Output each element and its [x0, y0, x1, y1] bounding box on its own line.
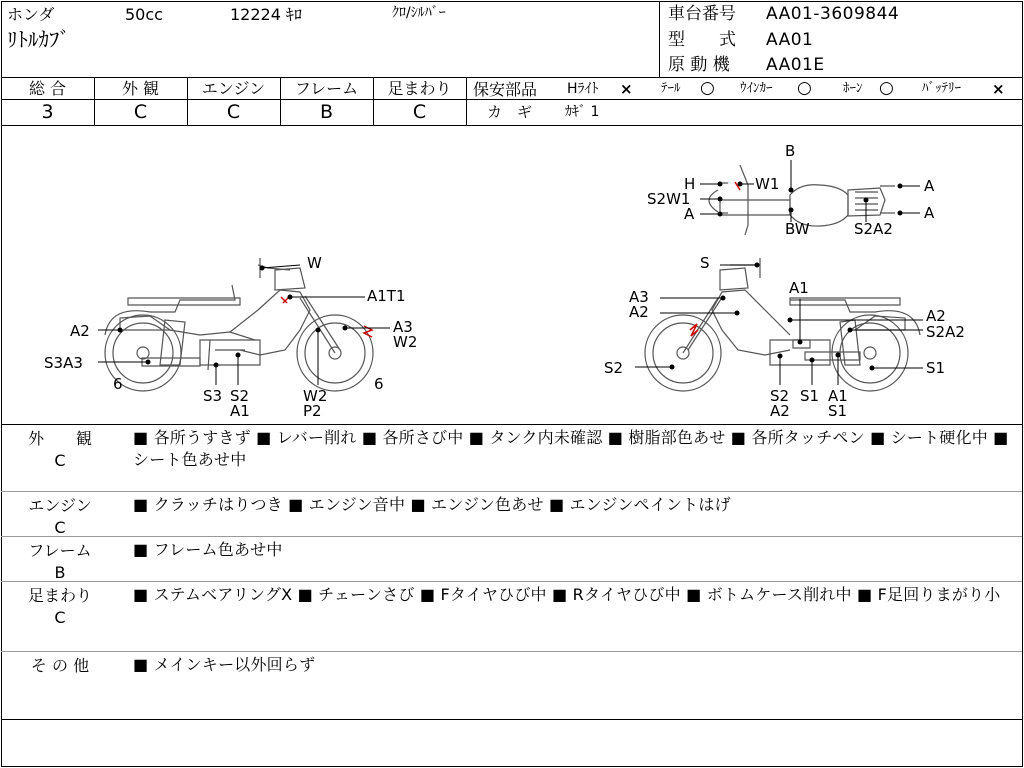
notes-engine-grade: C — [54, 518, 66, 537]
notes-suspension-label: 足まわり — [27, 586, 92, 605]
right-label-a2-left: A2 — [629, 303, 649, 321]
left-label-a1: A1 — [230, 402, 250, 420]
safety-mark-tail: ○ — [700, 78, 715, 98]
left-label-6-front: 6 — [374, 375, 384, 393]
exterior-grade-value: C — [133, 101, 148, 123]
suspension-grade-label: 足まわり — [387, 79, 452, 98]
right-label-s1-right: S1 — [926, 359, 946, 377]
left-label-6-rear: 6 — [113, 375, 123, 393]
left-label-w2-right: W2 — [393, 333, 418, 351]
safety-parts-label: 保安部品 — [473, 80, 538, 99]
notes-other-label: そ の 他 — [30, 656, 90, 675]
key-label: カ ギ — [487, 103, 533, 121]
right-label-s2: S2 — [770, 387, 790, 405]
top-label-h: H — [684, 175, 696, 193]
safety-item-battery: ﾊﾞｯﾃﾘｰ — [922, 81, 961, 96]
type-value: AA01 — [766, 30, 814, 50]
engine-value: AA01E — [766, 55, 825, 75]
notes-frame-text: ■ フレーム色あせ中 — [133, 540, 283, 559]
safety-item-horn: ﾎｰﾝ — [843, 81, 863, 96]
mileage: 12224 ｷﾛ — [230, 5, 302, 24]
safety-mark-headlight: × — [620, 80, 633, 98]
top-label-a-left: A — [684, 205, 695, 223]
left-label-s2: S2 — [230, 387, 250, 405]
safety-mark-winker: ○ — [797, 78, 812, 98]
notes-frame-grade: B — [54, 563, 66, 582]
right-label-a1: A1 — [828, 387, 848, 405]
safety-item-tail: ﾃｰﾙ — [661, 81, 681, 96]
notes-suspension-text: ■ ステムベアリングX ■ チェーンさび ■ Fタイヤひび中 ■ Rタイヤひび中 ■ ボトムケース削れ中 ■ F足回りまがり小 — [133, 585, 1001, 604]
left-label-s3a3: S3A3 — [44, 354, 83, 372]
top-label-s2w1: S2W1 — [647, 190, 691, 208]
overall-grade-label: 総 合 — [28, 79, 67, 98]
right-label-s: S — [700, 254, 710, 272]
right-label-a2-right: A2 — [926, 307, 946, 325]
left-label-w2: W2 — [303, 387, 328, 405]
notes-suspension-grade: C — [54, 608, 66, 627]
top-label-s2a2: S2A2 — [854, 220, 893, 238]
right-label-s1-bottom: S1 — [828, 402, 848, 420]
displacement: 50cc — [125, 5, 163, 24]
frame-grade-label: フレーム — [294, 79, 359, 98]
right-label-s2a2: S2A2 — [926, 323, 965, 341]
right-label-s2-left: S2 — [604, 359, 624, 377]
frame-number: AA01-3609844 — [766, 4, 900, 24]
overall-grade-value: 3 — [41, 101, 54, 123]
model-name: ﾘﾄﾙｶﾌﾞ — [7, 28, 70, 52]
notes-engine-label: エンジン — [28, 496, 92, 515]
left-label-a1t1: A1T1 — [367, 287, 406, 305]
safety-item-winker: ｳｲﾝｶｰ — [740, 81, 773, 96]
top-label-w1: W1 — [755, 175, 780, 193]
notes-exterior-grade: C — [54, 451, 66, 470]
engine-grade-label: エンジン — [201, 79, 266, 98]
notes-exterior-text: ■ 各所うすきず ■ レバー削れ ■ 各所さび中 ■ タンク内未確認 ■ 樹脂部色あせ ■ 各所タッチペン ■ シート硬化中 ■ シート色あせ中 — [133, 428, 1009, 469]
right-bike-illustration — [645, 258, 920, 391]
maker-name: ホンダ — [7, 5, 55, 24]
top-label-bw: BW — [785, 220, 810, 238]
left-label-a3: A3 — [393, 318, 413, 336]
right-label-a2: A2 — [770, 402, 790, 420]
top-label-a-bottom: A — [924, 204, 935, 222]
left-label-a2: A2 — [70, 322, 90, 340]
left-label-w: W — [307, 254, 322, 272]
key-value: ｶｷﾞ 1 — [565, 104, 600, 120]
right-label-a3: A3 — [629, 288, 649, 306]
type-label: 型 式 — [668, 30, 736, 50]
color: ｸﾛ/ｼﾙﾊﾞｰ — [392, 5, 446, 21]
left-label-p2: P2 — [303, 402, 322, 420]
right-label-s1: S1 — [800, 387, 820, 405]
top-label-a-top: A — [924, 177, 935, 195]
engine-label: 原 動 機 — [668, 55, 730, 75]
safety-item-headlight: Hﾗｲﾄ — [567, 81, 599, 97]
suspension-grade-value: C — [412, 101, 427, 123]
safety-mark-battery: × — [992, 80, 1005, 98]
frame-number-label: 車台番号 — [668, 4, 736, 24]
left-bike-illustration — [105, 258, 373, 391]
frame-grade-value: B — [319, 101, 334, 123]
left-label-s3: S3 — [203, 387, 223, 405]
top-label-b: B — [785, 142, 796, 160]
engine-grade-value: C — [226, 101, 241, 123]
notes-exterior-label: 外 観 — [27, 429, 92, 448]
notes-other-text: ■ メインキー以外回らず — [133, 655, 316, 674]
notes-frame-label: フレーム — [28, 541, 92, 560]
notes-engine-text: ■ クラッチはりつき ■ エンジン音中 ■ エンジン色あせ ■ エンジンペイントはげ — [133, 495, 731, 514]
right-label-a1-top: A1 — [789, 279, 809, 297]
safety-mark-horn: ○ — [879, 78, 894, 98]
exterior-grade-label: 外 観 — [121, 79, 160, 98]
